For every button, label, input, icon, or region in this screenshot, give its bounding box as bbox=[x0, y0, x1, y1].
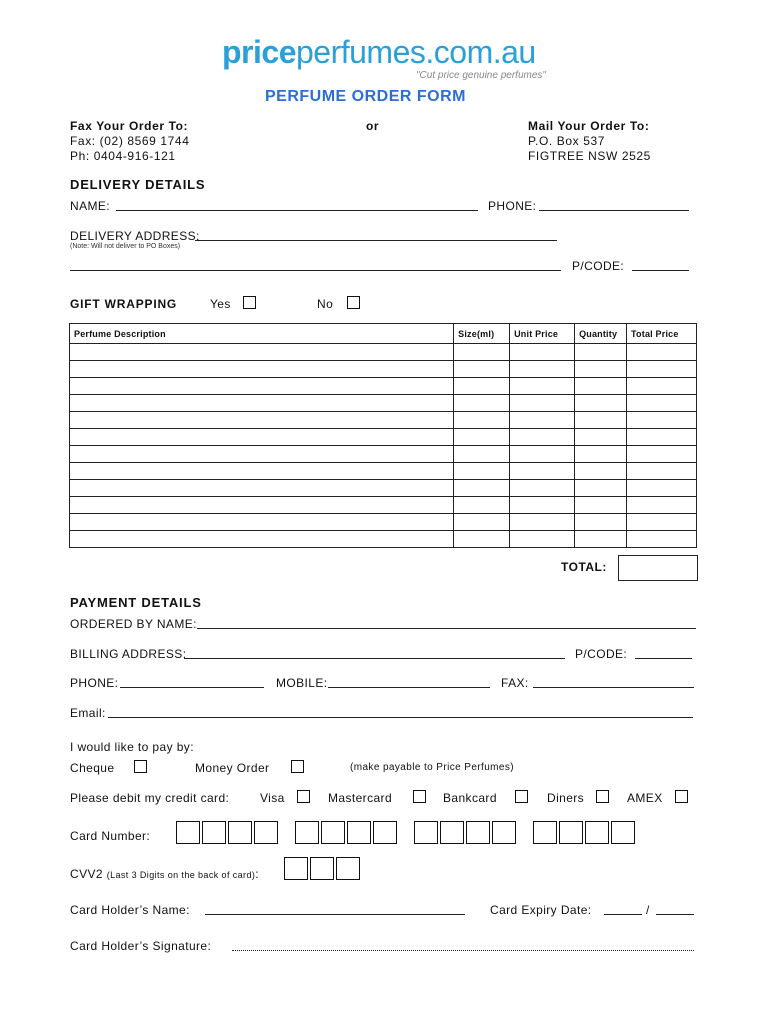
holder-name-label: Card Holder’s Name: bbox=[70, 903, 190, 917]
quantity-cell[interactable] bbox=[575, 361, 627, 378]
unit-price-cell[interactable] bbox=[510, 361, 575, 378]
money-order-checkbox[interactable] bbox=[291, 760, 304, 773]
description-cell[interactable] bbox=[70, 344, 454, 361]
table-row bbox=[70, 514, 697, 531]
table-row bbox=[70, 344, 697, 361]
diners-label: Diners bbox=[547, 791, 585, 805]
unit-price-cell[interactable] bbox=[510, 480, 575, 497]
table-row bbox=[70, 412, 697, 429]
fax-heading: Fax Your Order To: bbox=[70, 119, 189, 133]
card-digit-box[interactable] bbox=[373, 821, 397, 844]
cheque-checkbox[interactable] bbox=[134, 760, 147, 773]
email-label: Email: bbox=[70, 706, 106, 720]
phone-number: Ph: 0404-916-121 bbox=[70, 149, 176, 163]
size-cell[interactable] bbox=[454, 429, 510, 446]
payment-heading: PAYMENT DETAILS bbox=[70, 595, 202, 610]
signature-label: Card Holder’s Signature: bbox=[70, 939, 212, 953]
col-quantity: Quantity bbox=[575, 324, 627, 344]
or-text: or bbox=[366, 119, 380, 133]
email-field[interactable] bbox=[108, 717, 693, 718]
quantity-cell[interactable] bbox=[575, 344, 627, 361]
visa-label: Visa bbox=[260, 791, 285, 805]
amex-label: AMEX bbox=[627, 791, 663, 805]
total-field[interactable] bbox=[618, 555, 698, 581]
description-cell[interactable] bbox=[70, 497, 454, 514]
delivery-address-field[interactable] bbox=[195, 240, 557, 241]
cvv-digit-box[interactable] bbox=[336, 857, 360, 880]
amex-checkbox[interactable] bbox=[675, 790, 688, 803]
delivery-pcode-field[interactable] bbox=[632, 270, 689, 271]
logo-tagline: "Cut price genuine perfumes" bbox=[416, 70, 546, 81]
card-digit-box[interactable] bbox=[559, 821, 583, 844]
cvv-label bbox=[70, 867, 259, 881]
total-price-cell[interactable] bbox=[627, 361, 697, 378]
billing-pcode-field[interactable] bbox=[635, 658, 692, 659]
phone-field[interactable] bbox=[539, 210, 689, 211]
size-cell[interactable] bbox=[454, 361, 510, 378]
card-digit-box[interactable] bbox=[254, 821, 278, 844]
payable-note: (make payable to Price Perfumes) bbox=[350, 762, 514, 773]
gift-no-checkbox[interactable] bbox=[347, 296, 360, 309]
mail-heading: Mail Your Order To: bbox=[528, 119, 650, 133]
gift-yes-label: Yes bbox=[210, 297, 231, 311]
unit-price-cell[interactable] bbox=[510, 429, 575, 446]
total-price-cell[interactable] bbox=[627, 480, 697, 497]
mobile-label: MOBILE: bbox=[276, 676, 328, 690]
table-header-row bbox=[70, 324, 697, 344]
table-row bbox=[70, 531, 697, 548]
signature-field[interactable] bbox=[232, 950, 694, 951]
unit-price-cell[interactable] bbox=[510, 463, 575, 480]
card-digit-box[interactable] bbox=[533, 821, 557, 844]
bankcard-checkbox[interactable] bbox=[515, 790, 528, 803]
total-price-cell[interactable] bbox=[627, 497, 697, 514]
gift-no-label: No bbox=[317, 297, 334, 311]
mastercard-checkbox[interactable] bbox=[413, 790, 426, 803]
card-digit-box[interactable] bbox=[440, 821, 464, 844]
quantity-cell[interactable] bbox=[575, 378, 627, 395]
quantity-cell[interactable] bbox=[575, 395, 627, 412]
delivery-note: (Note: Will not deliver to PO Boxes) bbox=[70, 243, 181, 250]
total-label: TOTAL: bbox=[561, 560, 607, 574]
total-price-cell[interactable] bbox=[627, 514, 697, 531]
description-cell[interactable] bbox=[70, 480, 454, 497]
unit-price-cell[interactable] bbox=[510, 514, 575, 531]
quantity-cell[interactable] bbox=[575, 429, 627, 446]
table-row bbox=[70, 395, 697, 412]
gift-wrapping-label: GIFT WRAPPING bbox=[70, 297, 178, 311]
table-row bbox=[70, 446, 697, 463]
fax-number: Fax: (02) 8569 1744 bbox=[70, 134, 190, 148]
unit-price-cell[interactable] bbox=[510, 344, 575, 361]
size-cell[interactable] bbox=[454, 446, 510, 463]
delivery-address-field-2[interactable] bbox=[70, 270, 561, 271]
quantity-cell[interactable] bbox=[575, 514, 627, 531]
card-number-label: Card Number: bbox=[70, 829, 151, 843]
expiry-separator: / bbox=[646, 903, 650, 917]
size-cell[interactable] bbox=[454, 480, 510, 497]
delivery-address-label: DELIVERY ADDRESS: bbox=[70, 229, 200, 243]
quantity-cell[interactable] bbox=[575, 463, 627, 480]
total-price-cell[interactable] bbox=[627, 395, 697, 412]
unit-price-cell[interactable] bbox=[510, 446, 575, 463]
ordered-by-field[interactable] bbox=[197, 628, 696, 629]
cvv-colon: : bbox=[255, 867, 259, 881]
card-digit-box[interactable] bbox=[295, 821, 319, 844]
debit-label: Please debit my credit card: bbox=[70, 791, 230, 805]
name-field[interactable] bbox=[116, 210, 478, 211]
holder-name-field[interactable] bbox=[205, 914, 465, 915]
payment-phone-field[interactable] bbox=[120, 687, 264, 688]
description-cell[interactable] bbox=[70, 412, 454, 429]
total-price-cell[interactable] bbox=[627, 378, 697, 395]
card-digit-box[interactable] bbox=[466, 821, 490, 844]
col-total-price: Total Price bbox=[627, 324, 697, 344]
billing-address-field[interactable] bbox=[184, 658, 565, 659]
cvv-digit-box[interactable] bbox=[284, 857, 308, 880]
card-digit-box[interactable] bbox=[414, 821, 438, 844]
expiry-year-field[interactable] bbox=[656, 914, 694, 915]
quantity-cell[interactable] bbox=[575, 446, 627, 463]
card-digit-box[interactable] bbox=[611, 821, 635, 844]
logo-part-domain: perfumes.com.au bbox=[295, 34, 536, 70]
fax-field[interactable] bbox=[533, 687, 694, 688]
mail-line-1: P.O. Box 537 bbox=[528, 134, 606, 148]
expiry-month-field[interactable] bbox=[604, 914, 642, 915]
form-title: PERFUME ORDER FORM bbox=[265, 88, 466, 105]
card-digit-box[interactable] bbox=[492, 821, 516, 844]
col-perfume-description: Perfume Description bbox=[70, 324, 454, 344]
size-cell[interactable] bbox=[454, 497, 510, 514]
delivery-heading: DELIVERY DETAILS bbox=[70, 177, 206, 192]
unit-price-cell[interactable] bbox=[510, 497, 575, 514]
description-cell[interactable] bbox=[70, 395, 454, 412]
description-cell[interactable] bbox=[70, 531, 454, 548]
table-row bbox=[70, 497, 697, 514]
gift-yes-checkbox[interactable] bbox=[243, 296, 256, 309]
size-cell[interactable] bbox=[454, 378, 510, 395]
card-digit-box[interactable] bbox=[202, 821, 226, 844]
bankcard-label: Bankcard bbox=[443, 791, 497, 805]
order-table bbox=[69, 323, 697, 548]
pay-by-label: I would like to pay by: bbox=[70, 740, 194, 754]
quantity-cell[interactable] bbox=[575, 531, 627, 548]
col-size: Size(ml) bbox=[454, 324, 510, 344]
card-digit-box[interactable] bbox=[347, 821, 371, 844]
table-row bbox=[70, 378, 697, 395]
phone-label: PHONE: bbox=[488, 199, 537, 213]
mastercard-label: Mastercard bbox=[328, 791, 393, 805]
visa-checkbox[interactable] bbox=[297, 790, 310, 803]
total-price-cell[interactable] bbox=[627, 412, 697, 429]
total-price-cell[interactable] bbox=[627, 463, 697, 480]
card-digit-box[interactable] bbox=[176, 821, 200, 844]
card-digit-box[interactable] bbox=[228, 821, 252, 844]
logo-part-price: price bbox=[222, 34, 296, 70]
table-row bbox=[70, 463, 697, 480]
size-cell[interactable] bbox=[454, 531, 510, 548]
size-cell[interactable] bbox=[454, 344, 510, 361]
ordered-by-label: ORDERED BY NAME: bbox=[70, 617, 197, 631]
card-digit-box[interactable] bbox=[321, 821, 345, 844]
billing-pcode-label: P/CODE: bbox=[575, 647, 628, 661]
quantity-cell[interactable] bbox=[575, 497, 627, 514]
col-unit-price: Unit Price bbox=[510, 324, 575, 344]
cvv-digit-box[interactable] bbox=[310, 857, 334, 880]
size-cell[interactable] bbox=[454, 514, 510, 531]
size-cell[interactable] bbox=[454, 395, 510, 412]
delivery-pcode-label: P/CODE: bbox=[572, 259, 625, 273]
cvv-label-text: CVV2 bbox=[70, 867, 103, 881]
table-row bbox=[70, 361, 697, 378]
unit-price-cell[interactable] bbox=[510, 412, 575, 429]
table-row bbox=[70, 480, 697, 497]
unit-price-cell[interactable] bbox=[510, 378, 575, 395]
description-cell[interactable] bbox=[70, 446, 454, 463]
size-cell[interactable] bbox=[454, 463, 510, 480]
description-cell[interactable] bbox=[70, 378, 454, 395]
description-cell[interactable] bbox=[70, 361, 454, 378]
money-order-label: Money Order bbox=[195, 761, 270, 775]
name-label: NAME: bbox=[70, 199, 111, 213]
expiry-label: Card Expiry Date: bbox=[490, 903, 592, 917]
mobile-field[interactable] bbox=[328, 687, 490, 688]
description-cell[interactable] bbox=[70, 463, 454, 480]
billing-address-label: BILLING ADDRESS: bbox=[70, 647, 187, 661]
card-digit-box[interactable] bbox=[585, 821, 609, 844]
quantity-cell[interactable] bbox=[575, 412, 627, 429]
fax-label: FAX: bbox=[501, 676, 529, 690]
description-cell[interactable] bbox=[70, 514, 454, 531]
cvv-note: (Last 3 Digits on the back of card) bbox=[106, 870, 256, 880]
quantity-cell[interactable] bbox=[575, 480, 627, 497]
cheque-label: Cheque bbox=[70, 761, 115, 775]
total-price-cell[interactable] bbox=[627, 429, 697, 446]
table-row bbox=[70, 429, 697, 446]
total-price-cell[interactable] bbox=[627, 531, 697, 548]
brand-logo bbox=[222, 36, 536, 68]
size-cell[interactable] bbox=[454, 412, 510, 429]
unit-price-cell[interactable] bbox=[510, 395, 575, 412]
unit-price-cell[interactable] bbox=[510, 531, 575, 548]
total-price-cell[interactable] bbox=[627, 344, 697, 361]
diners-checkbox[interactable] bbox=[596, 790, 609, 803]
description-cell[interactable] bbox=[70, 429, 454, 446]
payment-phone-label: PHONE: bbox=[70, 676, 119, 690]
total-price-cell[interactable] bbox=[627, 446, 697, 463]
mail-line-2: FIGTREE NSW 2525 bbox=[528, 149, 651, 163]
